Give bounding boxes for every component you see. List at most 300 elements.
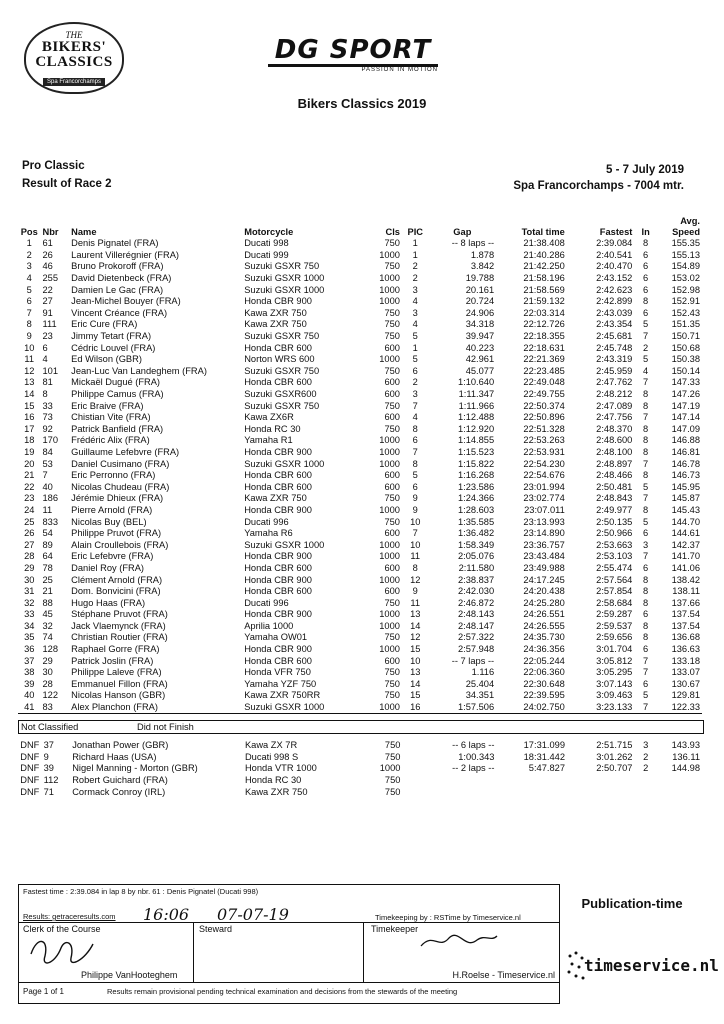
timekeeper-name: H.Roelse - Timeservice.nl	[452, 970, 555, 980]
cell-gap: 1:10.640	[457, 377, 495, 388]
cell-in: 8	[643, 574, 649, 585]
cell-in: 6	[643, 562, 649, 573]
table-row	[18, 702, 702, 714]
cell-nbr: 28	[42, 678, 53, 689]
cell-cls: 1000	[379, 435, 400, 446]
cell-in: 5	[643, 481, 649, 492]
cell-fastest: 2:48.370	[596, 423, 633, 434]
cell-nbr: 27	[42, 296, 53, 307]
cell-fastest: 2:48.600	[596, 435, 633, 446]
cell-total: 22:54.230	[523, 458, 565, 469]
cell-in: 7	[643, 458, 649, 469]
cell-gap: 20.724	[465, 296, 495, 307]
cell-name: Denis Pignatel (FRA)	[71, 238, 159, 249]
cell-gap: 34.318	[465, 319, 495, 330]
cell-cls: 1000	[379, 609, 400, 620]
cell-gap: 2:42.030	[457, 586, 495, 597]
cell-pic: 2	[412, 261, 418, 272]
timekeeper-signature	[419, 928, 499, 954]
cell-pic: 1	[412, 238, 418, 249]
cell-total: 22:54.676	[523, 470, 565, 481]
cell-status: DNF	[20, 751, 40, 762]
cell-speed: 155.13	[671, 249, 700, 260]
cell-fastest: 3:09.463	[596, 690, 633, 701]
col-pic: PIC	[407, 227, 423, 237]
cell-gap: 1:23.586	[457, 481, 495, 492]
cell-nbr: 46	[42, 261, 53, 272]
cell-moto: Honda CBR 600	[244, 562, 312, 573]
col-motorcycle: Motorcycle	[244, 227, 294, 237]
cell-nbr: 45	[42, 609, 53, 620]
cell-pic: 10	[410, 539, 421, 550]
cell-total: 21:42.250	[523, 261, 565, 272]
cell-in: 2	[643, 342, 649, 353]
cell-gap: 1:11.347	[458, 389, 495, 400]
cell-pos: 1	[26, 238, 32, 249]
table-row	[18, 389, 702, 401]
cell-in: 7	[643, 493, 649, 504]
cell-nbr: 101	[42, 365, 59, 376]
cell-moto: Yamaha R1	[244, 435, 293, 446]
cell-moto: Suzuki GSXR 1000	[244, 273, 325, 284]
cell-pos: 30	[24, 574, 35, 585]
cell-in: 8	[643, 446, 649, 457]
cell-name: Philippe Laleve (FRA)	[71, 667, 162, 678]
table-row	[18, 354, 702, 366]
cell-speed: 146.81	[671, 446, 700, 457]
table-row	[18, 447, 702, 459]
cell-moto: Honda RC 30	[244, 423, 301, 434]
footer-divider-bottom	[19, 982, 559, 983]
cell-speed	[657, 786, 702, 798]
cell-speed: 144.98	[671, 763, 700, 774]
cell-total: 24:36.356	[523, 644, 565, 655]
table-row	[18, 516, 702, 528]
cell-pos: 39	[24, 678, 35, 689]
cell-speed: 137.54	[671, 620, 700, 631]
cell-status: DNF	[20, 740, 40, 751]
cell-pic: 5	[412, 331, 418, 342]
category-label: Pro Classic	[22, 160, 85, 172]
cell-pos: 24	[24, 504, 35, 515]
cell-moto: Honda VFR 750	[244, 667, 311, 678]
cell-fastest	[567, 786, 634, 798]
cell-name: Damien Le Gac (FRA)	[71, 284, 164, 295]
cell-total: 22:53.263	[523, 435, 565, 446]
cell-total: 21:59.132	[523, 296, 565, 307]
cell-in: 8	[643, 470, 649, 481]
cell-pic: 7	[412, 528, 418, 539]
table-row	[18, 481, 702, 493]
cell-pos: 5	[26, 284, 32, 295]
cell-cls: 600	[384, 412, 400, 423]
cell-cls: 750	[384, 307, 400, 318]
bikers-classics-logo: THE BIKERS' CLASSICS Spa Francorchamps	[24, 22, 124, 94]
cell-pic: 14	[410, 620, 421, 631]
cell-pos: 14	[24, 389, 35, 400]
cell-in: 8	[643, 597, 649, 608]
cell-fastest: 2:48.212	[596, 389, 633, 400]
cell-in: 2	[643, 751, 649, 762]
cell-cls: 1000	[379, 354, 400, 365]
cell-cls: 1000	[379, 284, 400, 295]
cell-gap: -- 7 laps --	[451, 655, 495, 666]
cell-total: 22:18.631	[523, 342, 565, 353]
cell-fastest: 2:57.564	[596, 574, 633, 585]
cell-moto: Honda CBR 900	[244, 551, 312, 562]
cell-fastest: 2:53.103	[596, 551, 633, 562]
cell-name: Stéphane Pruvot (FRA)	[71, 609, 168, 620]
cell-in: 7	[643, 551, 649, 562]
cell-moto: Honda CBR 600	[244, 481, 312, 492]
cell-total: 22:06.360	[523, 667, 565, 678]
cell-cls: 750	[384, 400, 400, 411]
cell-nbr: 170	[42, 435, 59, 446]
cell-nbr: 111	[42, 319, 57, 330]
table-row	[18, 563, 702, 575]
table-row	[18, 597, 702, 609]
cell-in: 7	[643, 331, 649, 342]
cell-gap: 1:35.585	[457, 516, 495, 527]
cell-pic: 2	[412, 273, 418, 284]
cell-speed: 146.78	[671, 458, 700, 469]
cell-pos: 3	[26, 261, 32, 272]
cell-moto: Honda RC 30	[244, 775, 302, 786]
cell-cls: 750	[384, 751, 401, 762]
cell-pic: 9	[412, 493, 418, 504]
cell-pos: 12	[24, 365, 35, 376]
disclaimer: Results remain provisional pending technical examination and decisions from the stewards of the meeting	[107, 987, 458, 996]
cell-nbr: 7	[42, 470, 48, 481]
steward-label: Steward	[199, 924, 233, 934]
cell-pos: 11	[24, 354, 35, 365]
cell-pos: 40	[24, 690, 35, 701]
cell-total: 23:02.774	[523, 493, 565, 504]
cell-cls: 600	[384, 389, 400, 400]
event-dates: 5 - 7 July 2019	[606, 164, 684, 176]
cell-total: 21:38.408	[523, 238, 565, 249]
cell-fastest: 2:59.287	[596, 609, 633, 620]
cell-pic: 3	[412, 389, 418, 400]
col-nbr: Nbr	[42, 227, 59, 237]
cell-moto: Suzuki GSXR 1000	[244, 458, 325, 469]
cell-total	[496, 786, 567, 798]
cell-fastest: 2:55.474	[596, 562, 633, 573]
cell-cls: 1000	[367, 702, 402, 714]
table-row	[18, 261, 702, 273]
cell-total: 22:50.374	[523, 400, 565, 411]
cell-moto: Kawa ZX 7R	[244, 740, 298, 751]
cell-nbr: 186	[42, 493, 59, 504]
cell-name: Vincent Créance (FRA)	[71, 307, 168, 318]
dnf-table	[18, 740, 702, 798]
cell-pos: 2	[26, 249, 32, 260]
cell-fastest: 2:47.756	[596, 412, 633, 423]
cell-speed: 137.66	[671, 597, 700, 608]
cell-name: Hugo Haas (FRA)	[71, 597, 146, 608]
cell-name: Jonathan Power (GBR)	[72, 740, 169, 751]
cell-pos: 9	[26, 331, 32, 342]
cell-fastest: 2:50.966	[596, 528, 633, 539]
cell-name: Cédric Louvel (FRA)	[71, 342, 156, 353]
cell-total: 22:30.648	[523, 678, 565, 689]
cell-name: Raphael Gorre (FRA)	[71, 644, 160, 655]
cell-gap: 34.351	[465, 690, 495, 701]
cell-in: 7	[643, 377, 649, 388]
cell-pic: 16	[402, 702, 429, 714]
cell-nbr: 9	[43, 751, 49, 762]
table-row	[18, 505, 702, 517]
cell-cls: 1000	[379, 458, 400, 469]
results-url: Results: getraceresults.com	[23, 912, 116, 921]
cell-name: Nigel Manning - Morton (GBR)	[72, 763, 198, 774]
cell-speed: 152.91	[671, 296, 700, 307]
cell-fastest: 3:05.295	[596, 667, 633, 678]
cell-fastest: 2:59.537	[596, 620, 633, 631]
cell-moto: Ducati 996	[244, 597, 289, 608]
clerk-name: Philippe VanHooteghem	[81, 970, 178, 980]
cell-in: 8	[643, 586, 649, 597]
cell-total: 22:51.328	[523, 423, 565, 434]
cell-name: Emmanuel Fillon (FRA)	[71, 678, 168, 689]
cell-fastest: 2:39.084	[596, 238, 633, 249]
cell-fastest: 2:43.354	[596, 319, 633, 330]
cell-gap: 1:12.920	[457, 423, 495, 434]
venue-label: Spa Francorchamps - 7004 mtr.	[513, 180, 684, 192]
cell-cls: 600	[384, 562, 400, 573]
cell-in: 8	[643, 238, 649, 249]
timekeeper-label: Timekeeper	[371, 924, 419, 934]
cell-nbr: 53	[42, 458, 53, 469]
cell-pic: 15	[410, 690, 421, 701]
cell-speed: 142.37	[671, 539, 700, 550]
cell-speed: 141.06	[671, 562, 700, 573]
table-row	[18, 342, 702, 354]
cell-moto: Ducati 996	[244, 516, 289, 527]
cell-in	[634, 775, 656, 787]
table-row	[18, 250, 702, 262]
timekeeper-box	[363, 922, 559, 982]
cell-total: 22:23.485	[523, 365, 565, 376]
cell-speed: 144.61	[671, 528, 700, 539]
cell-speed: 145.43	[671, 504, 700, 515]
cell-pic	[402, 763, 429, 775]
cell-speed: 138.11	[672, 586, 700, 597]
cell-total: 22:03.314	[523, 307, 565, 318]
cell-speed: 136.11	[672, 751, 700, 762]
cell-moto: Suzuki GSXR 1000	[244, 284, 325, 295]
cell-pos: 19	[24, 446, 35, 457]
cell-cls: 750	[384, 667, 400, 678]
cell-nbr: 81	[42, 377, 53, 388]
race-label: Result of Race 2	[22, 178, 112, 190]
cell-total: 23:13.993	[523, 516, 565, 527]
cell-cls: 750	[384, 423, 400, 434]
cell-nbr: 6	[42, 342, 48, 353]
cell-in: 6	[643, 678, 649, 689]
cell-name: Cormack Conroy (IRL)	[72, 786, 166, 797]
cell-speed	[657, 775, 702, 787]
cell-nbr: 21	[42, 586, 53, 597]
cell-pos: 10	[24, 342, 35, 353]
cell-name: Eric Perronno (FRA)	[71, 470, 156, 481]
cell-name: Jimmy Tetart (FRA)	[71, 331, 152, 342]
cell-pos: 38	[24, 667, 35, 678]
cell-speed: 144.70	[671, 516, 700, 527]
cell-nbr: 89	[42, 539, 53, 550]
table-row	[18, 621, 702, 633]
cell-name: Nicolas Chudeau (FRA)	[71, 481, 170, 492]
cell-name: Ed Wilson (GBR)	[71, 354, 142, 365]
cell-total: 24:17.245	[523, 574, 565, 585]
cell-gap: 2:57.322	[457, 632, 495, 643]
footer-box	[18, 884, 560, 1004]
timeservice-logo-text: timeservice.nl	[584, 956, 719, 975]
cell-name: Pierre Arnold (FRA)	[71, 504, 153, 515]
cell-gap: 20.161	[465, 284, 495, 295]
cell-name: Nicolas Hanson (GBR)	[71, 690, 166, 701]
fastest-time-note: Fastest time : 2:39.084 in lap 8 by nbr. 61 : Denis Pignatel (Ducati 998)	[23, 887, 259, 896]
table-row	[18, 238, 702, 250]
cell-cls: 750	[384, 516, 400, 527]
cell-in: 8	[643, 389, 649, 400]
cell-in: 6	[643, 284, 649, 295]
cell-cls: 750	[384, 365, 400, 376]
cell-gap: 39.947	[465, 331, 495, 342]
cell-speed: 150.68	[671, 342, 700, 353]
cell-name: Robert Guichard (FRA)	[72, 775, 168, 786]
cell-fastest: 2:42.899	[596, 296, 633, 307]
cell-fastest: 2:43.039	[596, 307, 633, 318]
cell-gap: 1:12.488	[457, 412, 495, 423]
cell-moto: Ducati 998	[244, 238, 289, 249]
cell-pic: 11	[410, 551, 421, 562]
cell-gap: 2:48.143	[457, 609, 495, 620]
table-row	[18, 574, 702, 586]
cell-pic: 4	[412, 319, 418, 330]
cell-in: 8	[643, 435, 649, 446]
cell-gap: 40.223	[465, 342, 495, 353]
cell-pos: 33	[24, 609, 35, 620]
cell-nbr: 61	[42, 238, 53, 249]
cell-moto: Aprilia 1000	[244, 620, 294, 631]
cell-name: Clément Arnold (FRA)	[71, 574, 163, 585]
cell-pos: 32	[24, 597, 35, 608]
clerk-signature	[27, 934, 97, 970]
cell-cls: 1000	[379, 551, 400, 562]
table-row	[18, 586, 702, 598]
cell-nbr: 64	[42, 551, 53, 562]
cell-name: Bruno Prokoroff (FRA)	[71, 261, 164, 272]
cell-in: 3	[643, 539, 649, 550]
cell-nbr: 128	[42, 644, 59, 655]
steward-box	[193, 922, 364, 982]
cell-pic: 10	[410, 655, 421, 666]
cell-gap: 1:15.822	[457, 458, 495, 469]
cell-fastest: 2:59.656	[596, 632, 633, 643]
cell-fastest: 2:58.684	[596, 597, 633, 608]
cell-speed: 143.93	[671, 740, 700, 751]
cell-cls: 750	[384, 493, 400, 504]
table-row	[18, 539, 702, 551]
cell-name: David Dietenbeck (FRA)	[71, 273, 172, 284]
cell-moto: Suzuki GSXR 750	[244, 331, 320, 342]
cell-pos: 6	[26, 296, 32, 307]
cell-moto: Honda CBR 900	[244, 296, 312, 307]
cell-total: 18:31.442	[523, 751, 565, 762]
cell-name: Frédéric Alix (FRA)	[71, 435, 150, 446]
cell-moto: Ducati 998 S	[244, 751, 299, 762]
cell-moto: Kawa ZXR 750	[244, 319, 307, 330]
cell-pic	[402, 786, 429, 798]
table-row	[18, 667, 702, 679]
cell-moto: Suzuki GSXR600	[244, 389, 317, 400]
cell-pos: 18	[24, 435, 35, 446]
cell-speed: 151.35	[671, 319, 700, 330]
cell-moto: Honda CBR 900	[244, 504, 312, 515]
cell-name: Mickaël Dugué (FRA)	[71, 377, 161, 388]
cell-name: Daniel Cusimano (FRA)	[71, 458, 170, 469]
cell-speed: 122.33	[657, 702, 702, 714]
cell-speed: 152.98	[671, 284, 700, 295]
cell-name: Patrick Banfield (FRA)	[71, 423, 164, 434]
cell-nbr: 33	[42, 400, 53, 411]
cell-pic: 8	[412, 458, 418, 469]
cell-nbr: 29	[42, 655, 53, 666]
cell-speed: 147.33	[671, 377, 700, 388]
cell-total: 24:26.551	[523, 609, 565, 620]
cell-total: 24:20.438	[523, 586, 565, 597]
cell-nbr: 54	[42, 528, 53, 539]
cell-moto: Kawa ZX6R	[244, 412, 294, 423]
cell-gap: 2:38.837	[457, 574, 495, 585]
cell-nbr: 112	[43, 775, 59, 786]
cell-nbr: 8	[42, 389, 48, 400]
cell-pic: 7	[412, 446, 418, 457]
cell-pic: 14	[410, 678, 421, 689]
dnf-row	[18, 740, 702, 752]
cell-pos: 13	[24, 377, 35, 388]
cell-fastest: 2:43.152	[596, 273, 633, 284]
cell-nbr: 84	[42, 446, 53, 457]
cell-nbr: 22	[42, 284, 53, 295]
cell-fastest: 2:43.319	[596, 354, 633, 365]
cell-pos: 15	[24, 400, 35, 411]
cell-pic: 5	[412, 354, 418, 365]
cell-cls: 1000	[379, 539, 400, 550]
cell-speed: 136.63	[671, 644, 700, 655]
cell-moto: Kawa ZXR 750	[244, 307, 307, 318]
cell-moto: Norton WRS 600	[244, 354, 315, 365]
cell-name: Daniel Roy (FRA)	[71, 562, 145, 573]
handwritten-date: 07-07-19	[217, 905, 289, 924]
cell-total: 5:47.827	[528, 763, 565, 774]
cell-cls: 750	[384, 786, 401, 797]
cell-gap: 1:57.506	[429, 702, 497, 714]
cell-pos: 4	[26, 273, 32, 284]
cell-gap: -- 6 laps --	[452, 740, 495, 751]
cell-total: 21:58.569	[523, 284, 565, 295]
cell-name: Jean-Michel Bouyer (FRA)	[71, 296, 181, 307]
cell-total: 22:49.048	[523, 377, 565, 388]
table-row	[18, 470, 702, 482]
cell-fastest: 2:48.100	[596, 446, 633, 457]
table-row	[18, 690, 702, 702]
cell-moto: Honda CBR 900	[244, 609, 312, 620]
cell-cls: 1000	[379, 296, 400, 307]
cell-gap: 1:58.349	[457, 539, 495, 550]
table-row	[18, 412, 702, 424]
